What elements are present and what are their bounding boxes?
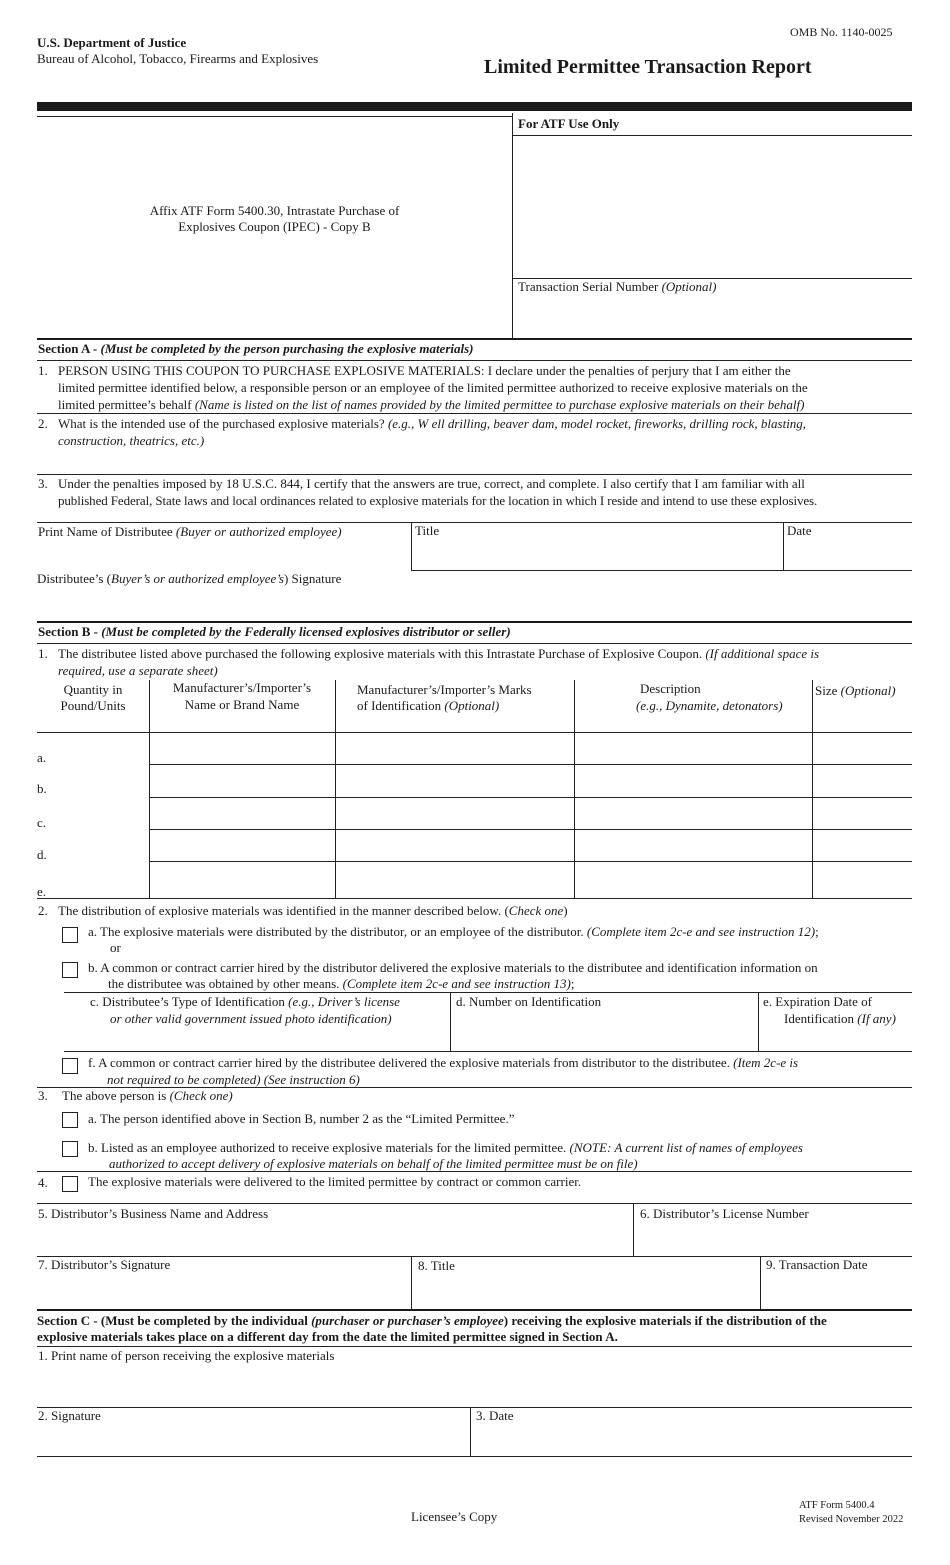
checkbox-2a[interactable] <box>62 927 78 943</box>
col-manufacturer-2: Name or Brand Name <box>184 697 300 712</box>
a-q2-text-2: construction, theatrics, etc.) <box>58 433 205 448</box>
date-label: Date <box>787 523 812 538</box>
affix-coupon-instruction-2: Explosives Coupon (IPEC) - Copy B <box>178 219 371 234</box>
section-c-heading: Section C - (Must be completed by the individual (purchaser or purchaser’s employee) receiving the explosive materials if the distribution of the <box>37 1313 827 1328</box>
b-q2-text: The distribution of explosive materials was identified in the manner described below. (Check one) <box>58 903 568 918</box>
a-q3-text-2: published Federal, State laws and local ordinances related to explosive materials for the location in which I reside and intend to use these explosives. <box>58 493 818 508</box>
section-b-heading: Section B - (Must be completed by the Federally licensed explosives distributor or seller) <box>38 624 511 639</box>
col-size: Size (Optional) <box>815 683 896 698</box>
option-2f-text-1: f. A common or contract carrier hired by the distributee delivered the explosive materials from distributor to the distributee. (Item 2c-e is <box>88 1055 799 1070</box>
table-row-a: a. <box>37 750 47 765</box>
distributor-license-field[interactable] <box>634 1222 912 1255</box>
table-row-c: c. <box>37 815 47 830</box>
affix-coupon-instruction: Affix ATF Form 5400.30, Intrastate Purchase of <box>149 203 400 218</box>
checkbox-2f[interactable] <box>62 1058 78 1074</box>
section-c-heading-2: explosive materials takes place on a different day from the date the limited permittee signed in Section A. <box>37 1329 618 1344</box>
option-2c-label-2: or other valid government issued photo identification) <box>110 1011 392 1026</box>
col-marks: Manufacturer’s/Importer’s Marks <box>357 682 532 697</box>
distributor-title-label: 8. Title <box>418 1258 455 1273</box>
distributor-license-label: 6. Distributor’s License Number <box>640 1206 809 1221</box>
b-q1-number: 1. <box>38 646 48 661</box>
form-number: ATF Form 5400.4 <box>799 1500 875 1511</box>
col-description: Description <box>640 681 701 696</box>
col-description-2: (e.g., Dynamite, detonators) <box>636 698 783 713</box>
atf-use-only-label: For ATF Use Only <box>518 116 620 131</box>
option-2d-label: d. Number on Identification <box>456 994 602 1009</box>
receiver-date-label: 3. Date <box>476 1408 514 1423</box>
table-row-e: e. <box>37 884 47 899</box>
bureau-name: Bureau of Alcohol, Tobacco, Firearms and Explosives <box>37 51 319 66</box>
receiver-name-field[interactable] <box>37 1366 912 1406</box>
atf-use-only-area[interactable] <box>513 136 912 278</box>
receiver-signature-label: 2. Signature <box>38 1408 101 1423</box>
b-q1-text-1: The distributee listed above purchased the following explosive materials with this Intrastate Purchase of Explosive Coupon. (If additional space is <box>58 646 820 661</box>
omb-number: OMB No. 1140-0025 <box>790 25 893 39</box>
b-q3-number: 3. <box>38 1088 48 1103</box>
distributee-signature-label: Distributee’s (Buyer’s or authorized employee’s) Signature <box>37 571 342 586</box>
section-a-heading: Section A - (Must be completed by the person purchasing the explosive materials) <box>38 341 474 356</box>
table-row-b: b. <box>37 781 47 796</box>
distributor-signature-label: 7. Distributor’s Signature <box>38 1257 171 1272</box>
print-name-label: Print Name of Distributee (Buyer or authorized employee) <box>38 524 342 539</box>
option-2b-text-1: b. A common or contract carrier hired by the distributor delivered the explosive materials to the distributee and identification information on <box>88 960 818 975</box>
a-q3-number: 3. <box>38 476 48 491</box>
checkbox-3b[interactable] <box>62 1141 78 1157</box>
revision-date: Revised November 2022 <box>799 1514 904 1525</box>
transaction-date-field[interactable] <box>761 1274 912 1308</box>
licensee-copy-label: Licensee’s Copy <box>411 1509 498 1524</box>
table-row-d: d. <box>37 847 47 862</box>
date-field[interactable] <box>784 541 912 569</box>
page-title: Limited Permittee Transaction Report <box>484 56 812 78</box>
option-3b-text-1: b. Listed as an employee authorized to receive explosive materials for the limited permittee. (NOTE: A current list of names of employees <box>88 1140 803 1155</box>
receiver-signature-field[interactable] <box>37 1425 469 1455</box>
transaction-serial-number-label: Transaction Serial Number (Optional) <box>518 279 717 294</box>
title-label: Title <box>415 523 440 538</box>
b-q1-text-2: required, use a separate sheet) <box>58 663 218 678</box>
checkbox-4[interactable] <box>62 1176 78 1192</box>
option-2f-text-2: not required to be completed) (See instruction 6) <box>107 1072 360 1087</box>
b-q3-text: The above person is (Check one) <box>62 1088 233 1103</box>
receiver-date-field[interactable] <box>471 1425 912 1455</box>
col-quantity: Quantity in <box>63 682 123 697</box>
id-type-field[interactable] <box>64 1028 449 1050</box>
distributor-business-label: 5. Distributor’s Business Name and Address <box>38 1206 269 1221</box>
option-2b-text-2: the distributee was obtained by other means. (Complete item 2c-e and see instruction 13); <box>108 976 575 991</box>
col-manufacturer: Manufacturer’s/Importer’s <box>172 680 312 695</box>
materials-table-cells[interactable] <box>150 733 912 897</box>
a-q1-text-1: PERSON USING THIS COUPON TO PURCHASE EXPLOSIVE MATERIALS: I declare under the penalties of perjury that I am either the <box>58 363 791 378</box>
transaction-serial-number-field[interactable] <box>513 296 912 338</box>
transaction-date-label: 9. Transaction Date <box>766 1257 868 1272</box>
b-q2-number: 2. <box>38 903 48 918</box>
print-name-field[interactable] <box>37 541 410 569</box>
a-q3-text-1: Under the penalties imposed by 18 U.S.C. 844, I certify that the answers are true, correct, and complete. I also certify that I am familiar with all <box>58 476 805 491</box>
distributor-business-field[interactable] <box>37 1222 632 1255</box>
intended-use-field[interactable] <box>37 450 912 474</box>
a-q2-text-1: What is the intended use of the purchased explosive materials? (e.g., W ell drilling, beaver dam, model rocket, fireworks, drilling rock, blasting, <box>58 416 807 431</box>
b-q4-number: 4. <box>38 1175 48 1190</box>
department-name: U.S. Department of Justice <box>37 35 187 50</box>
col-quantity-2: Pound/Units <box>60 698 126 713</box>
distributor-signature-field[interactable] <box>37 1274 410 1308</box>
b-q4-text: The explosive materials were delivered to the limited permittee by contract or common carrier. <box>88 1174 582 1189</box>
receiver-name-label: 1. Print name of person receiving the explosive materials <box>38 1348 335 1363</box>
option-3a-text: a. The person identified above in Section B, number 2 as the “Limited Permittee.” <box>88 1111 515 1126</box>
col-marks-2: of Identification (Optional) <box>357 698 500 713</box>
a-q1-text-3: limited permittee’s behalf (Name is listed on the list of names provided by the limited permittee to purchase explosive materials on their behalf) <box>58 397 805 412</box>
checkbox-3a[interactable] <box>62 1112 78 1128</box>
a-q2-number: 2. <box>38 416 48 431</box>
option-2a-text: a. The explosive materials were distributed by the distributor, or an employee of the distributor. (Complete item 2c-e and see instruction 12); <box>88 924 819 939</box>
id-expiration-field[interactable] <box>759 1028 912 1050</box>
option-2c-label: c. Distributee’s Type of Identification (e.g., Driver’s license <box>90 994 400 1009</box>
distributor-title-field[interactable] <box>412 1274 759 1308</box>
option-2e-label-2: Identification (If any) <box>784 1011 896 1026</box>
option-3b-text-2: authorized to accept delivery of explosive materials on behalf of the limited permittee must be on file) <box>109 1156 638 1171</box>
a-q1-text-2: limited permittee identified below, a responsible person or an employee of the limited permittee authorized to receive explosive materials on the <box>58 380 808 395</box>
header-rule <box>37 102 912 111</box>
a-q1-number: 1. <box>38 363 48 378</box>
checkbox-2b[interactable] <box>62 962 78 978</box>
distributee-signature-field[interactable] <box>37 590 912 620</box>
id-number-field[interactable] <box>451 1012 757 1050</box>
or-label: or <box>110 940 121 955</box>
title-field[interactable] <box>412 541 782 569</box>
option-2e-label: e. Expiration Date of <box>763 994 873 1009</box>
